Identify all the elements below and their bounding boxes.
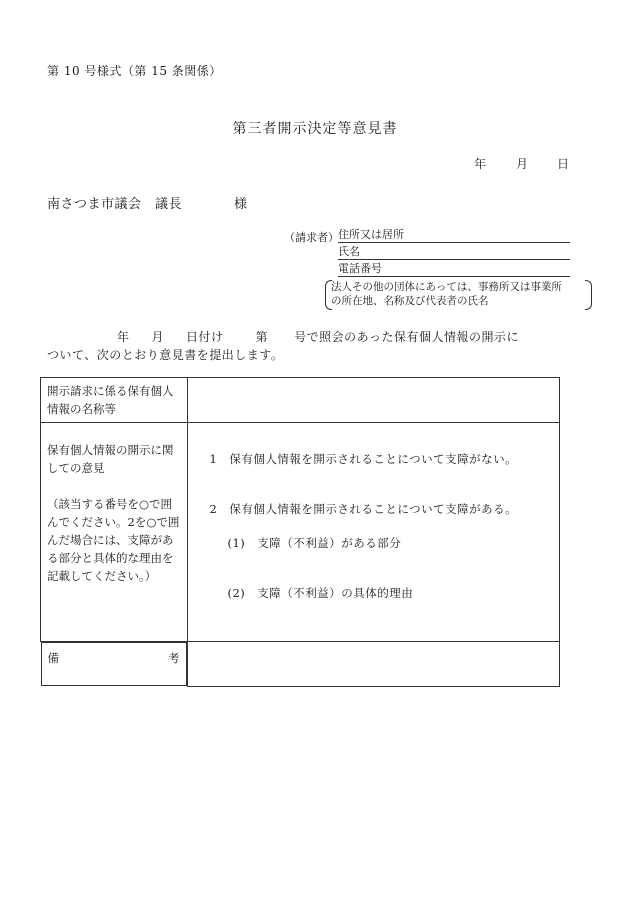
opinion-label-cell (41, 423, 188, 642)
intro-year: 年 (117, 330, 130, 344)
addressee-honorific: 様 (234, 197, 248, 212)
form-number: 第 10 号様式（第 15 条関係） (47, 64, 222, 78)
objection-part-label: (1) 支障（不利益）がある部分 (227, 536, 402, 550)
intro-line-1 (47, 328, 567, 346)
intro-month: 月 (151, 330, 165, 344)
remarks-label (41, 642, 187, 686)
option-objection[interactable]: 2 保有個人情報を開示されることについて支障がある。 (209, 502, 518, 516)
remarks-label-char2: 考 (168, 651, 180, 665)
intro-date-label: 日付け (186, 330, 224, 344)
info-name-field[interactable] (187, 378, 560, 423)
requester-address-field[interactable]: 住所又は居所 (338, 228, 570, 243)
requester-name-field[interactable]: 氏名 (338, 245, 570, 260)
addressee (47, 193, 248, 212)
option-no-objection[interactable]: 1 保有個人情報を開示されることについて支障がない。 (209, 452, 518, 466)
document-title: 第三者開示決定等意見書 (232, 121, 398, 137)
intro-go-text: 号で照会のあった保有個人情報の開示に (294, 330, 519, 344)
intro-dai: 第 (255, 330, 269, 344)
info-name-label: 開示請求に係る保有個人情報の名称等 (41, 378, 188, 423)
opinion-label: 保有個人情報の開示に関しての意見 (47, 443, 174, 475)
opinion-instruction: （該当する番号を○で囲んでください。2を○で囲んだ場合には、支障がある部分と具体的な理由を記載してください。） (47, 497, 180, 583)
remarks-label-char1: 備 (47, 651, 59, 665)
corporate-note-line1: 法人その他の団体にあっては、事務所又は事業所 (331, 281, 562, 293)
table-row (41, 423, 560, 642)
intro-line-2: ついて、次のとおり意見書を提出します。 (47, 348, 284, 362)
addressee-name: 南さつま市議会 議長 (47, 197, 183, 212)
corporate-note (325, 280, 586, 308)
requester-label: （請求者） (284, 231, 339, 244)
right-bracket (585, 280, 592, 310)
objection-reason-label: (2) 支障（不利益）の具体的理由 (227, 586, 414, 600)
corporate-note-line2: の所在地、名称及び代表者の氏名 (331, 295, 489, 307)
opinion-field[interactable] (187, 423, 560, 642)
left-bracket (325, 280, 332, 310)
date-month: 月 (516, 157, 529, 171)
requester-phone-field[interactable]: 電話番号 (338, 262, 570, 277)
opinion-table (40, 377, 560, 687)
date-year: 年 (474, 157, 487, 171)
table-row (41, 642, 560, 687)
date-day: 日 (557, 157, 570, 171)
table-row (41, 378, 560, 423)
remarks-field[interactable] (187, 642, 560, 687)
